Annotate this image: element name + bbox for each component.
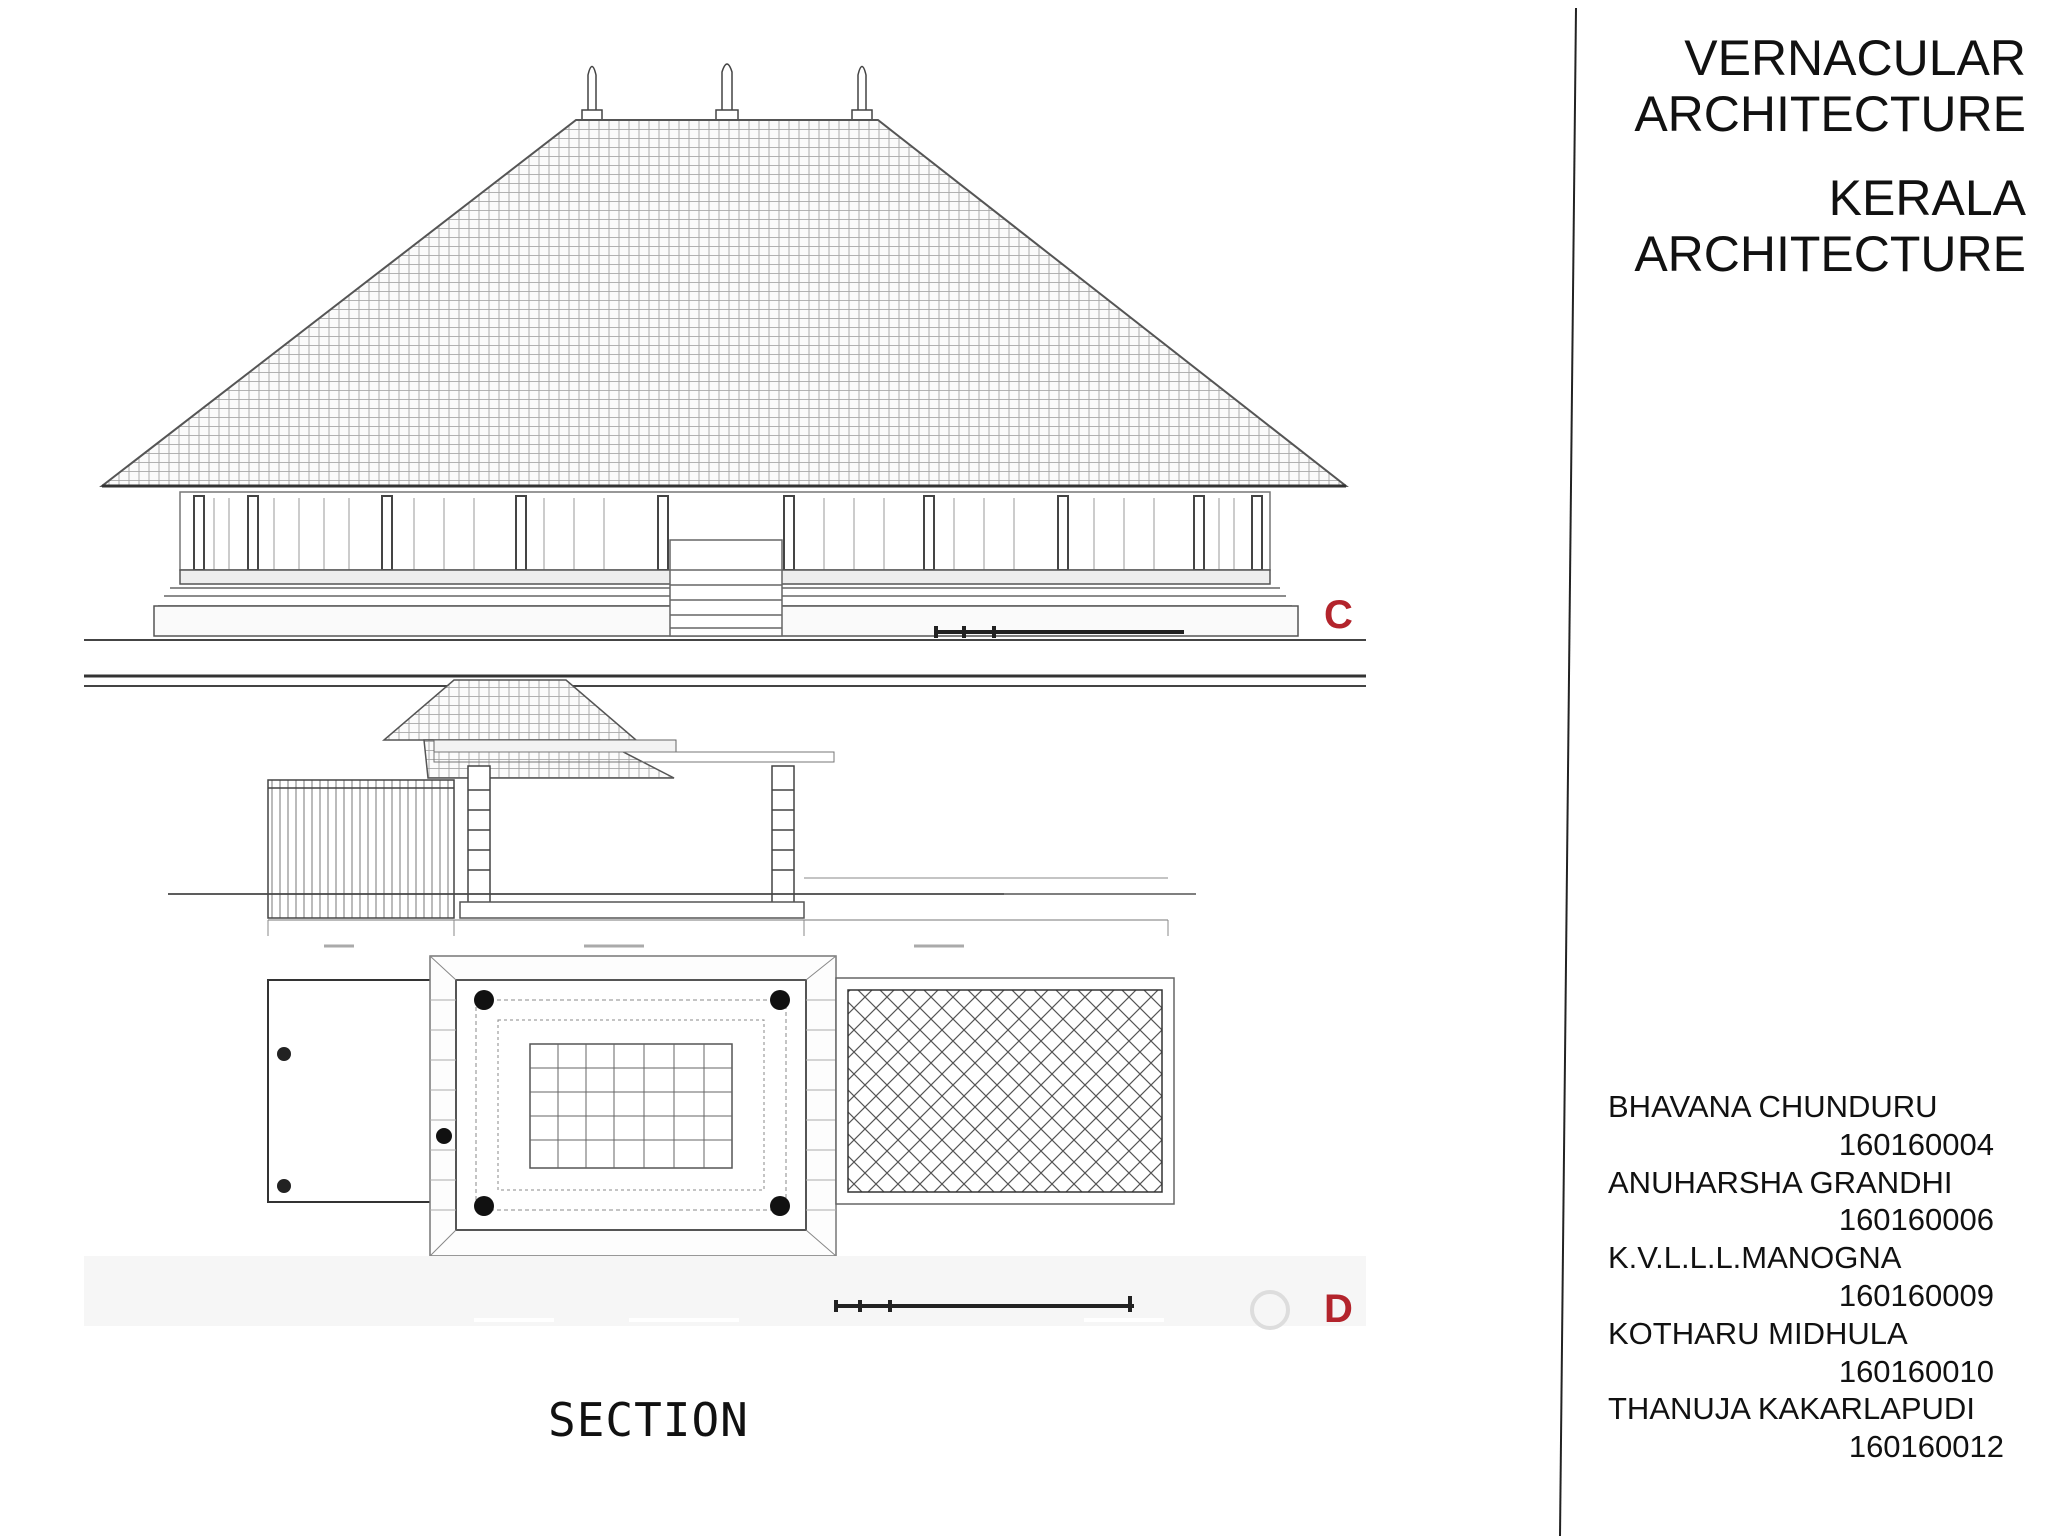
member-name: ANUHARSHA GRANDHI [1608, 1164, 1953, 1200]
member-name: K.V.L.L.L.MANOGNA [1608, 1240, 1902, 1276]
member-id: 160160006 [1838, 1202, 1994, 1238]
roof-finials [582, 64, 872, 122]
member-entry [1608, 1390, 2004, 1466]
plan-drawing-d [84, 956, 1366, 1331]
drawing-label-c: C [1324, 593, 1353, 637]
section-columns [468, 766, 794, 904]
main-title-line-1: VERNACULAR [1684, 30, 2026, 86]
entrance-steps [670, 540, 782, 636]
member-id: 160160009 [1838, 1277, 1994, 1313]
section-caption: SECTION [548, 1393, 749, 1447]
elevation-drawing-c [84, 64, 1366, 686]
member-entry [1608, 1315, 1998, 1391]
member-id: 160160010 [1838, 1353, 1994, 1389]
section-drawing [84, 680, 1196, 946]
sub-title-line-2: ARCHITECTURE [1634, 226, 2026, 282]
member-entry [1608, 1088, 1998, 1164]
member-name: THANUJA KAKARLAPUDI [1608, 1391, 1975, 1427]
architectural-drawing [84, 40, 1366, 1340]
member-entry [1608, 1164, 1998, 1240]
main-title-line-2: ARCHITECTURE [1634, 86, 2026, 142]
sub-title-line-1: KERALA [1828, 170, 2026, 226]
member-entry [1608, 1239, 1998, 1315]
member-name: BHAVANA CHUNDURU [1608, 1089, 1938, 1124]
member-id: 160160012 [1848, 1429, 2004, 1465]
drawing-label-d: D [1324, 1287, 1353, 1331]
main-title [1634, 30, 2026, 142]
member-name: KOTHARU MIDHULA [1608, 1315, 1908, 1351]
team-member-list [1608, 1088, 2004, 1466]
sub-title [1634, 170, 2026, 282]
member-id: 160160004 [1838, 1126, 1994, 1162]
